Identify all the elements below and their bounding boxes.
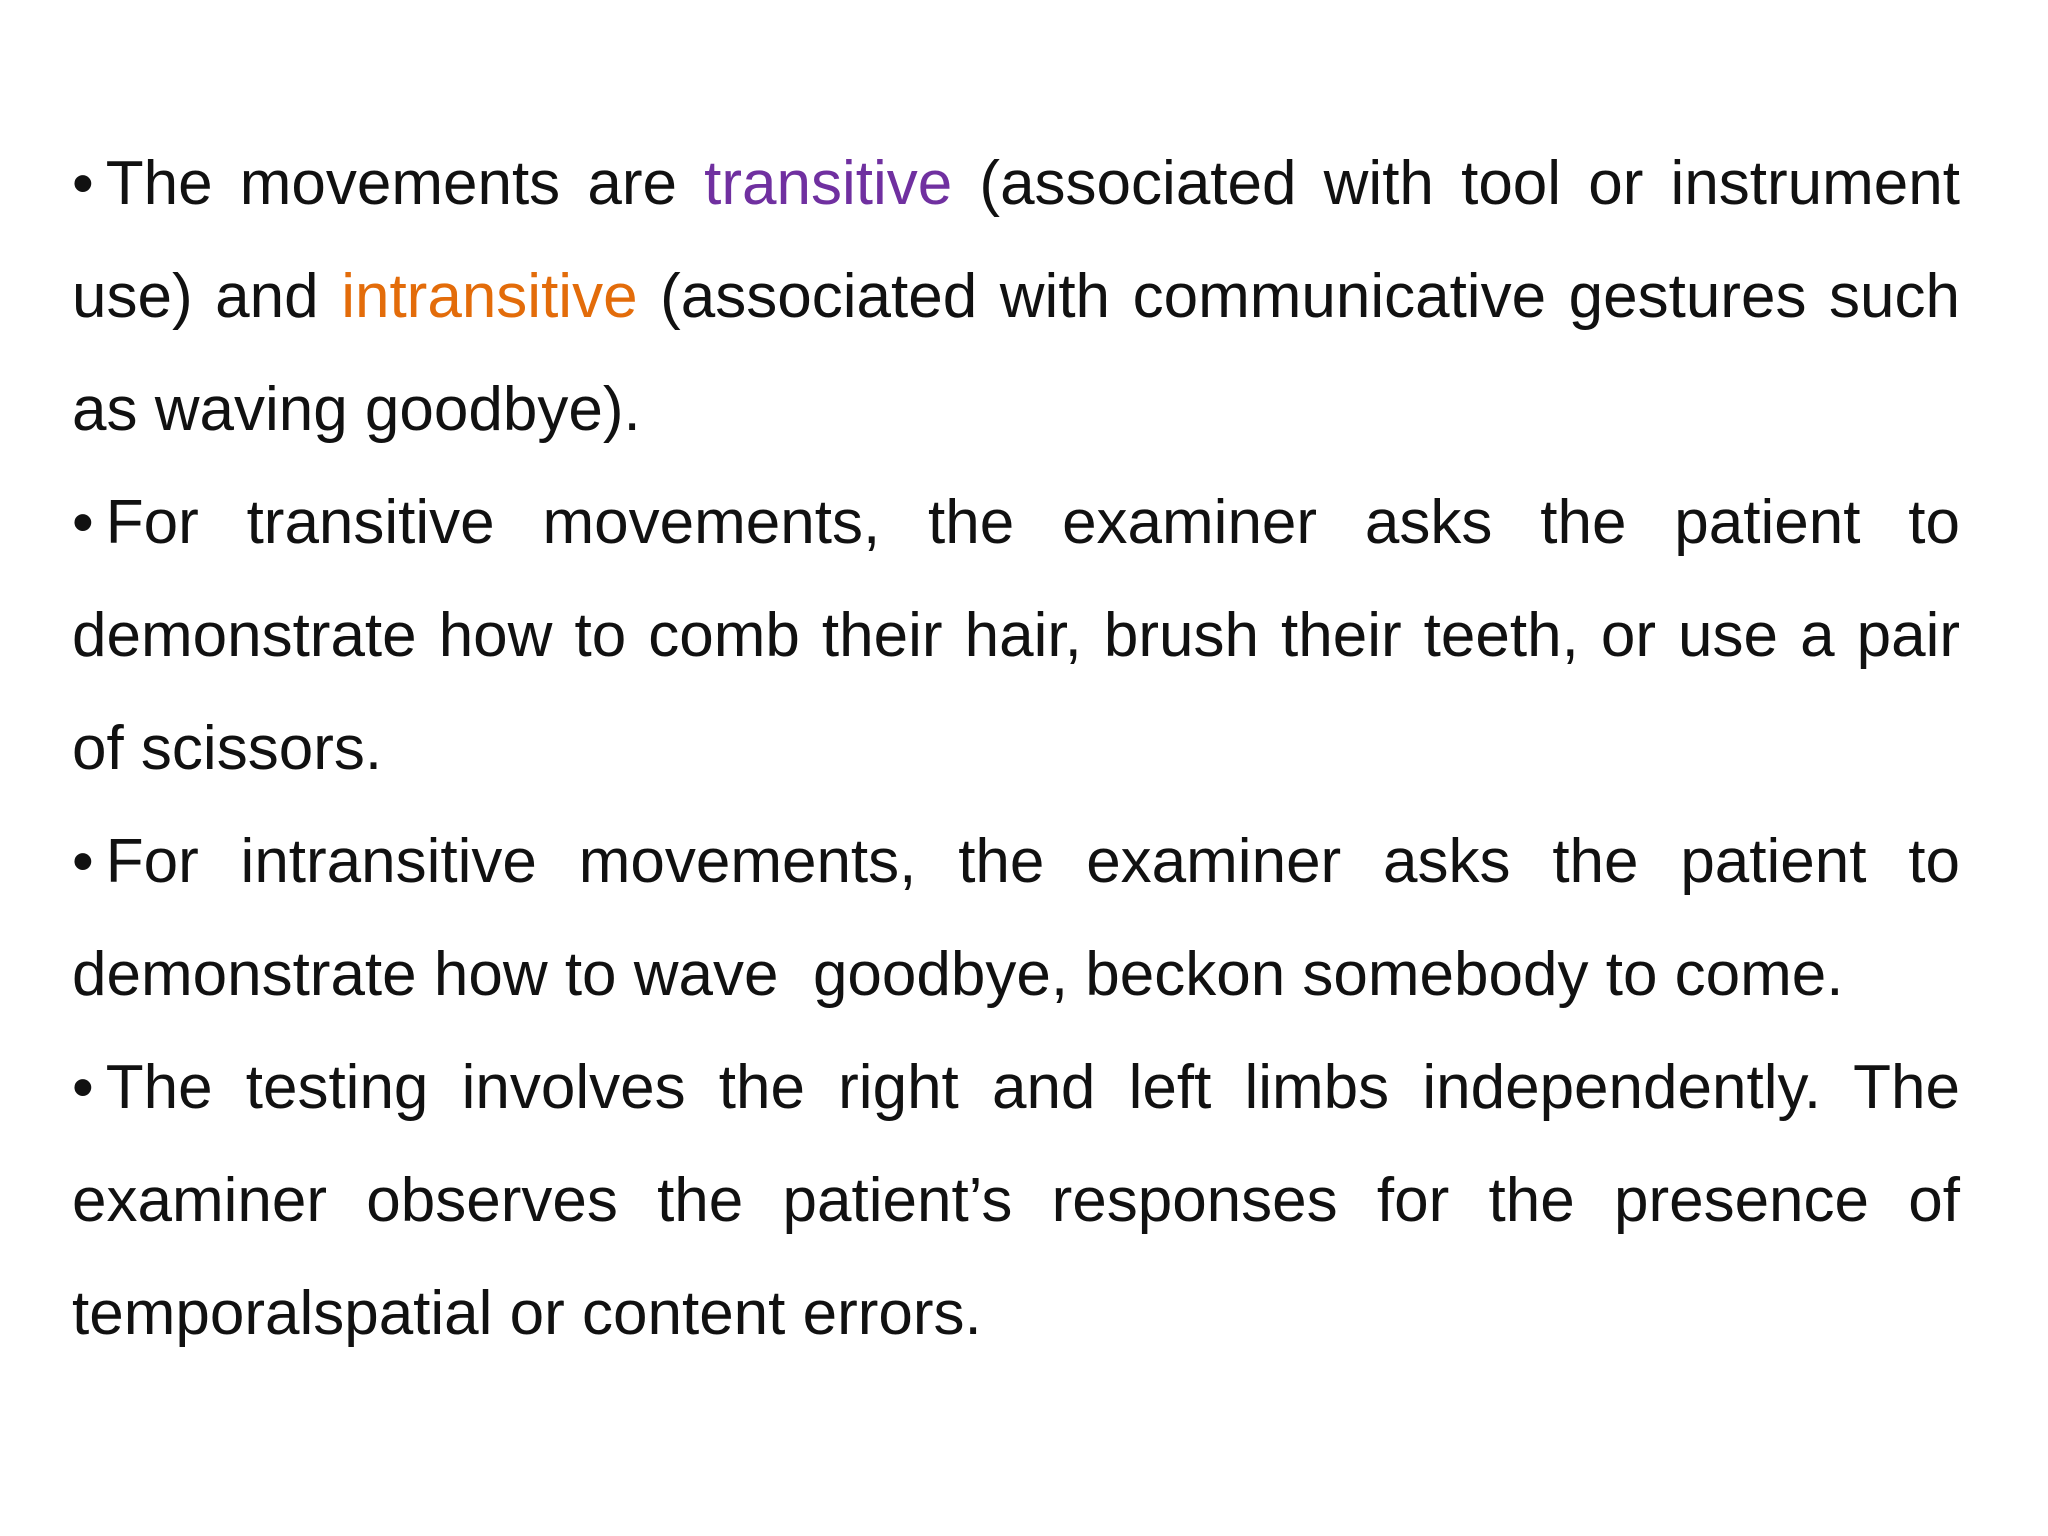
bullet-dot: • [72,827,94,896]
bullet-item-movement-types [72,127,1960,466]
bullet-text: The movements are [105,149,705,218]
bullet-text: For transitive movements, the examiner asks the patient to demonstrate how to comb their hair, brush their teeth, or use a pair of scissors. [72,488,1960,783]
bullet-text: (associated with tool or instrument use) and [72,149,1960,331]
bullet-dot: • [72,149,94,218]
bullet-text: For intransitive movements, the examiner asks the patient to demonstrate how to wave goodbye, beckon somebody to come. [72,827,1978,1009]
bullet-text: (associated with communicative gestures such as waving goodbye). [72,262,1960,444]
bullet-item-transitive-test [72,466,1960,805]
keyword-transitive: transitive [704,149,953,218]
keyword-intransitive: intransitive [341,262,638,331]
bullet-list [72,127,1978,1370]
bullet-dot: • [72,1053,94,1122]
bullet-item-intransitive-test [72,805,1978,1031]
bullet-item-limb-testing [72,1031,1960,1370]
bullet-dot: • [72,488,94,557]
bullet-text: The testing involves the right and left limbs independently. The examiner observes the patient’s responses for the presence of temporalspatial or content errors. [72,1053,1960,1348]
